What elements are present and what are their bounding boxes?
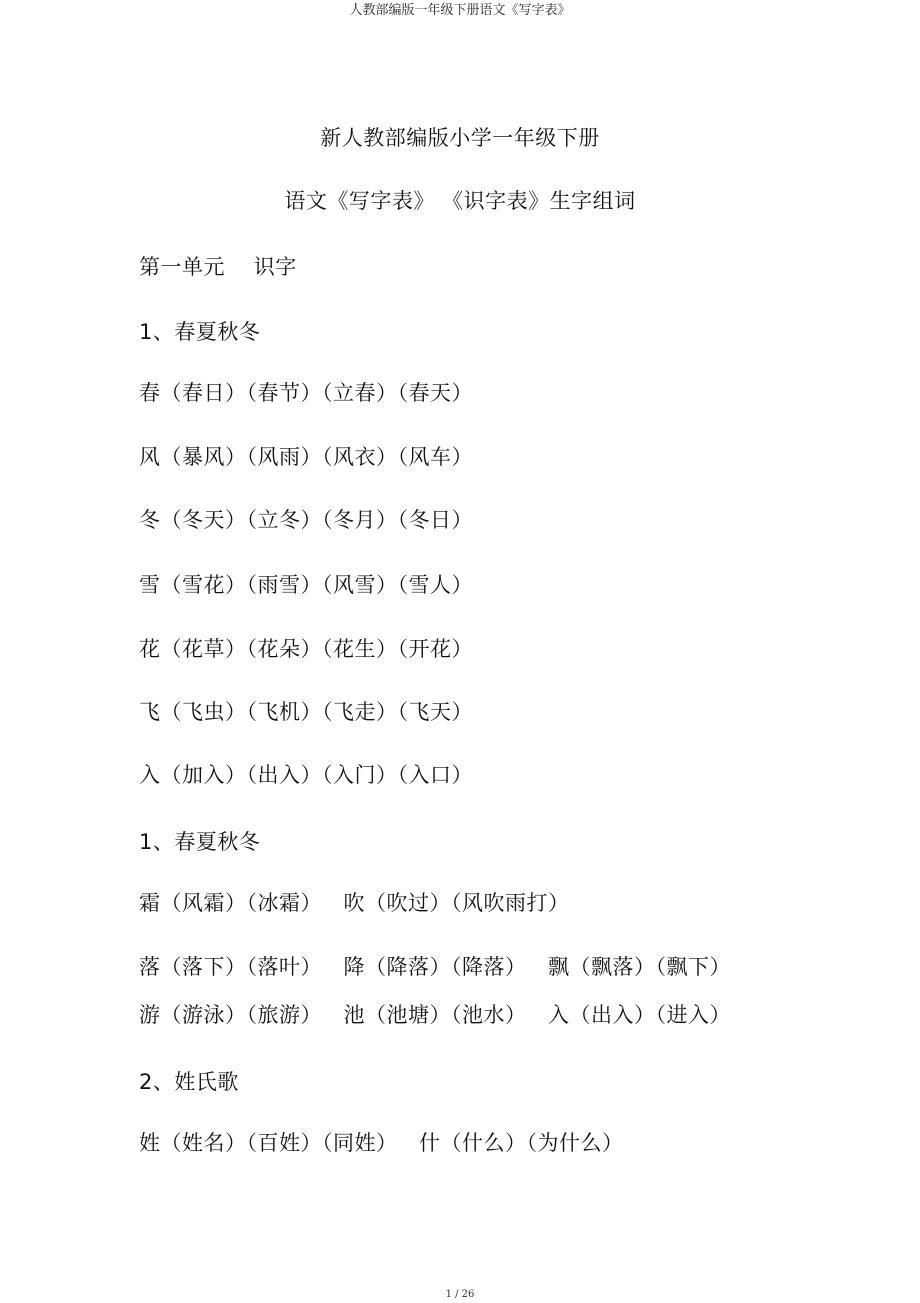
word-row: 霜（风霜）（冰霜） 吹（吹过）（风吹雨打） [139,891,570,915]
document-title: 新人教部编版小学一年级下册 [320,126,600,150]
word-row: 春（春日）（春节）（立春）（春天） [139,381,473,405]
page-number: 1 / 26 [445,1289,475,1300]
word-row: 姓（姓名）（百姓）（同姓） 什（什么）（为什么） [139,1131,624,1155]
lesson-heading [139,828,260,856]
lesson-title: 、春夏秋冬 [152,320,261,344]
lesson-title: 、春夏秋冬 [152,830,261,854]
word-row: 花（花草）（花朵）（花生）（开花） [139,637,473,661]
lesson-number: 2 [139,1070,153,1094]
word-row: 入（加入）（出入）（入门）（入口） [139,763,473,787]
lesson-title: 、姓氏歌 [152,1070,239,1094]
lesson-heading [139,318,260,346]
running-header: 人教部编版一年级下册语文《写字表》 [349,3,571,18]
word-row: 游（游泳）（旅游） 池（池塘）（池水） 入（出入）（进入） [139,1003,732,1027]
lesson-number: 1 [139,320,153,344]
word-row: 落（落下）（落叶） 降（降落）（降落） 飘（飘落）（飘下） [139,955,732,979]
lesson-heading [139,1068,239,1096]
document-subtitle: 语文《写字表》 《识字表》生字组词 [284,189,636,213]
word-row: 冬（冬天）（立冬）（冬月）（冬日） [139,508,473,532]
lesson-number: 1 [139,830,153,854]
word-row: 雪（雪花）（雨雪）（风雪）（雪人） [139,573,473,597]
word-row: 风（暴风）（风雨）（风衣）（风车） [139,445,473,469]
word-row: 飞（飞虫）（飞机）（飞走）（飞天） [139,700,473,724]
unit-heading: 第一单元 识字 [139,255,297,279]
